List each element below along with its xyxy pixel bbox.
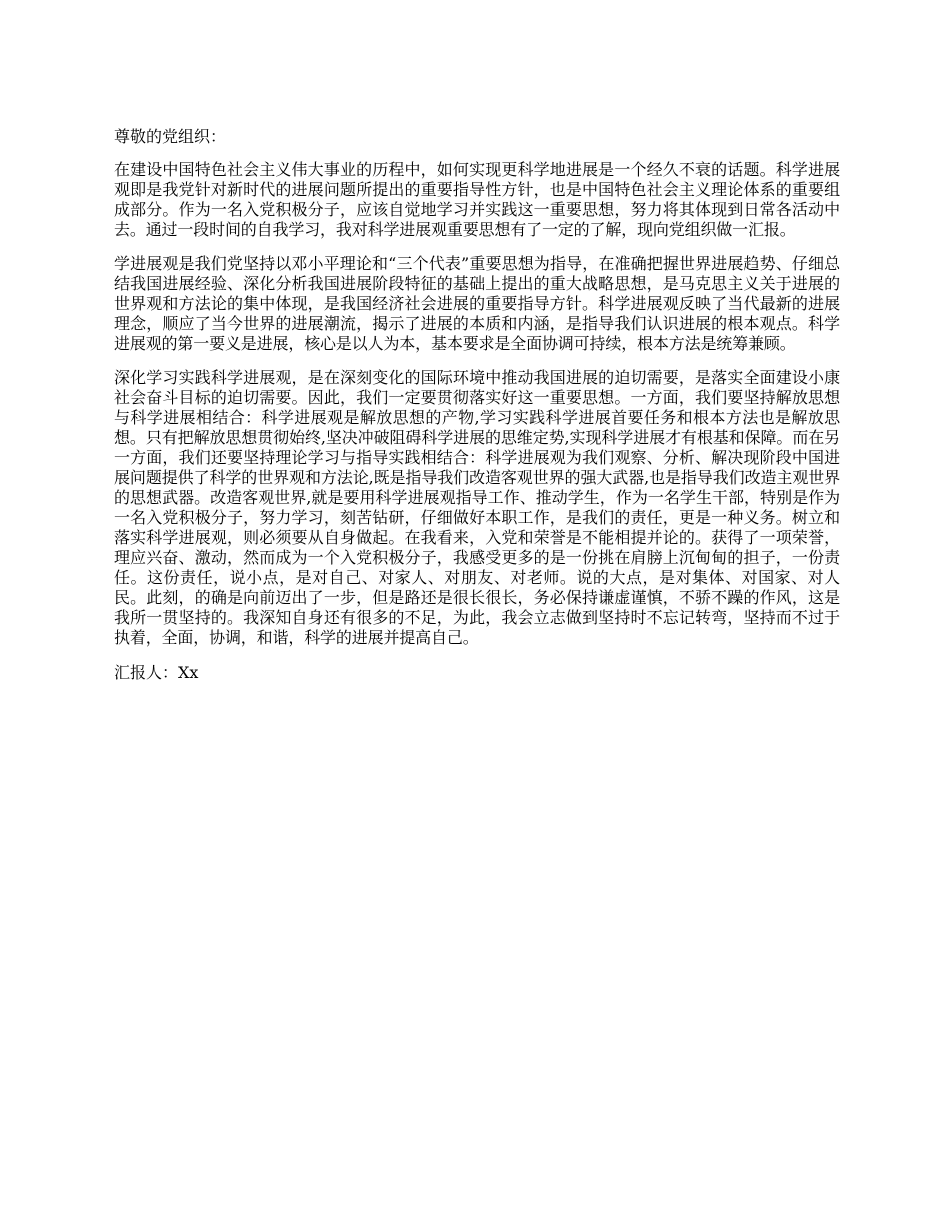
body-paragraph-3: 深化学习实践科学进展观，是在深刻变化的国际环境中推动我国进展的迫切需要，是落实全面建设小康社会奋斗目标的迫切需要。因此，我们一定要贯彻落实好这一重要思想。一方面，我们要坚持解放思想与科学进展相结合：科学进展观是解放思想的产物,学习实践科学进展首要任务和根本方法也是解放思想。只有把解放思想贯彻始终,坚决冲破阻碍科学进展的思维定势,实现科学进展才有根基和保障。而在另一方面，我们还要坚持理论学习与指导实践相结合：科学进展观为我们观察、分析、解决现阶段中国进展问题提供了科学的世界观和方法论,既是指导我们改造客观世界的强大武器,也是指导我们改造主观世界的思想武器。改造客观世界,就是要用科学进展观指导工作、推动学生，作为一名学生干部，特别是作为一名入党积极分子，努力学习，刻苦钻研，仔细做好本职工作，是我们的责任，更是一种义务。树立和落实科学进展观，则必须要从自身做起。在我看来，入党和荣誉是不能相提并论的。获得了一项荣誉，理应兴奋、激动，然而成为一个入党积极分子，我感受更多的是一份挑在肩膀上沉甸甸的担子，一份责任。这份责任，说小点，是对自己、对家人、对朋友、对老师。说的大点，是对集体、对国家、对人民。此刻，的确是向前迈出了一步，但是路还是很长很长，务必保持谦虚谨慎，不骄不躁的作风，这是我所一贯坚持的。我深知自身还有很多的不足，为此，我会立志做到坚持时不忘记转弯，坚持而不过于执着，全面，协调，和谐，科学的进展并提高自己。 bbox=[114, 368, 840, 647]
letter-signature: 汇报人：Xx bbox=[114, 663, 199, 682]
body-paragraph-1: 在建设中国特色社会主义伟大事业的历程中，如何实现更科学地进展是一个经久不衰的话题。科学进展观即是我党针对新时代的进展问题所提出的重要指导性方针，也是中国特色社会主义理论体系的重要组成部分。作为一名入党积极分子，应该自觉地学习并实践这一重要思想，努力将其体现到日常各活动中去。通过一段时间的自我学习，我对科学进展观重要思想有了一定的了解，现向党组织做一汇报。 bbox=[114, 160, 840, 239]
letter-greeting: 尊敬的党组织： bbox=[114, 127, 227, 146]
letter-document bbox=[114, 126, 840, 684]
body-paragraph-2: 学进展观是我们党坚持以邓小平理论和“三个代表”重要思想为指导，在准确把握世界进展趋势、仔细总结我国进展经验、深化分析我国进展阶段特征的基础上提出的重大战略思想，是马克思主义关于进展的世界观和方法论的集中体现，是我国经济社会进展的重要指导方针。科学进展观反映了当代最新的进展理念，顺应了当今世界的进展潮流，揭示了进展的本质和内涵，是指导我们认识进展的根本观点。科学进展观的第一要义是进展，核心是以人为本，基本要求是全面协调可持续，根本方法是统筹兼顾。 bbox=[114, 254, 840, 353]
